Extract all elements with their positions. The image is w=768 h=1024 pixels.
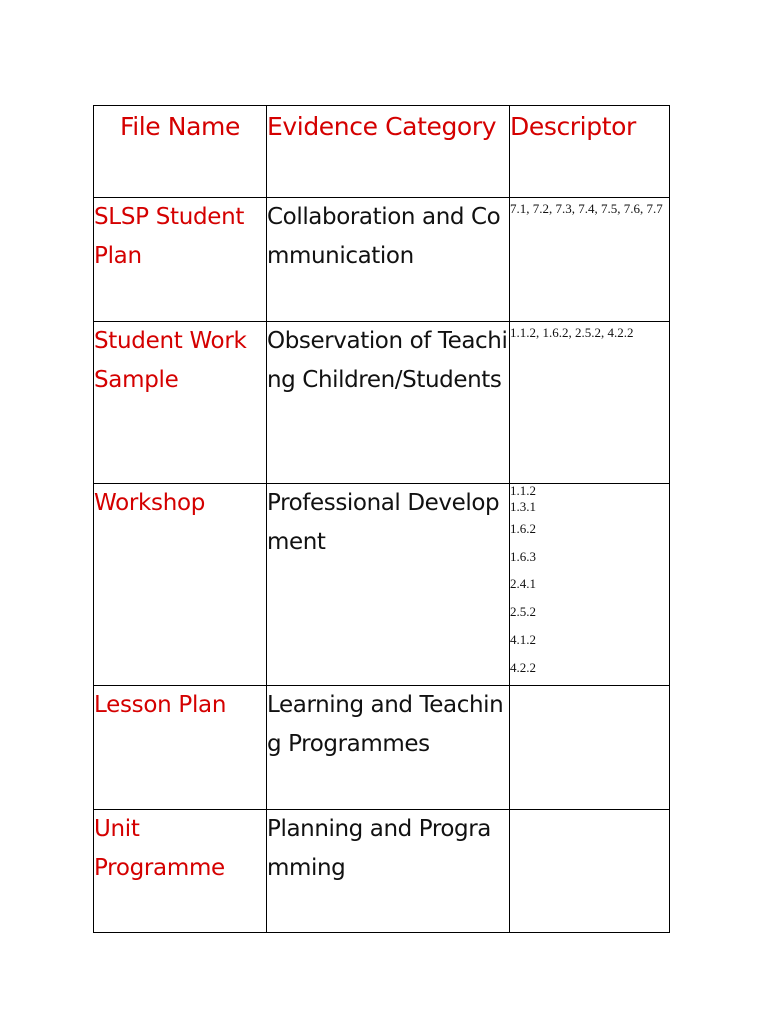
descriptor-item: 1.6.2 bbox=[510, 521, 536, 536]
descriptor-cell: 7.1, 7.2, 7.3, 7.4, 7.5, 7.6, 7.7 bbox=[510, 198, 670, 322]
evidence-table bbox=[93, 105, 670, 933]
descriptor-item: 4.1.2 bbox=[510, 631, 536, 647]
category-cell: Professional Development bbox=[267, 484, 510, 686]
descriptor-list-cell bbox=[510, 484, 670, 686]
table-row bbox=[94, 810, 670, 933]
descriptor-item: 4.2.2 bbox=[510, 659, 536, 675]
table-row bbox=[94, 198, 670, 322]
column-header-descriptor: Descriptor bbox=[510, 106, 670, 198]
descriptor-item: 2.4.1 bbox=[510, 576, 536, 592]
descriptor-cell bbox=[510, 686, 670, 810]
category-cell: Collaboration and Communication bbox=[267, 198, 510, 322]
table-header-row bbox=[94, 106, 670, 198]
category-cell: Learning and Teaching Programmes bbox=[267, 686, 510, 810]
descriptor-item: 2.5.2 bbox=[510, 604, 536, 620]
descriptor-item: 1.6.3 bbox=[510, 548, 536, 564]
descriptor-cell bbox=[510, 810, 670, 933]
file-name-cell: Lesson Plan bbox=[94, 686, 267, 810]
descriptor-item: 1.3.1 bbox=[510, 499, 536, 514]
table-row bbox=[94, 484, 670, 686]
file-name-cell: Workshop bbox=[94, 484, 267, 686]
descriptor-cell: 1.1.2, 1.6.2, 2.5.2, 4.2.2 bbox=[510, 322, 670, 484]
column-header-evidence-category: Evidence Category bbox=[267, 106, 510, 198]
descriptor-item: 1.1.2 bbox=[510, 483, 536, 498]
table-row bbox=[94, 686, 670, 810]
column-header-file-name: File Name bbox=[94, 106, 267, 198]
table-row bbox=[94, 322, 670, 484]
file-name-cell: SLSP Student Plan bbox=[94, 198, 267, 322]
category-cell: Planning and Programming bbox=[267, 810, 510, 933]
file-name-cell: Student Work Sample bbox=[94, 322, 267, 484]
file-name-cell: Unit Programme bbox=[94, 810, 267, 933]
category-cell: Observation of Teaching Children/Students bbox=[267, 322, 510, 484]
